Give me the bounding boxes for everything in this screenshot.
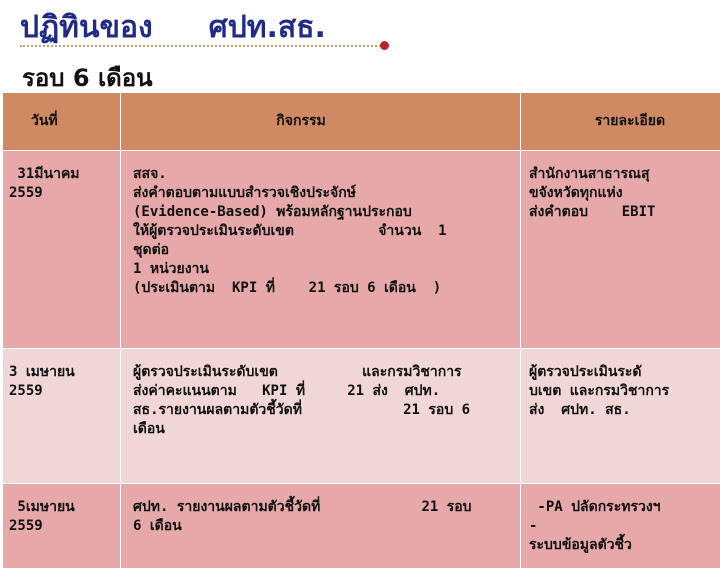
title-part-1: ปฏิทินของ: [20, 10, 153, 45]
cell-detail: ผู้ตรวจประเมินระดั บเขต และกรมวิชาการ ส่ง ศปท. สธ.: [521, 349, 720, 484]
title-underline-dot: [380, 41, 389, 50]
header-activity: กิจกรรม: [121, 93, 521, 151]
table-row: [3, 484, 720, 569]
cell-date: 5เมษายน 2559: [3, 484, 121, 569]
cell-date: 31มีนาคม 2559: [3, 151, 121, 349]
title-underline: [20, 45, 384, 47]
header-date: วันที่: [3, 93, 121, 151]
table-row: [3, 151, 720, 349]
cell-detail: สำนักงานสาธารณสุ ขจังหวัดทุกแห่ง ส่งคำตอบ EBIT: [521, 151, 720, 349]
cell-detail: -PA ปลัดกระทรวงฯ - ระบบข้อมูลตัวชี้ว: [521, 484, 720, 569]
schedule-table: [2, 92, 720, 569]
slide-title: [20, 4, 326, 51]
cell-activity: ศปท. รายงานผลตามตัวชี้วัดที่ 21 รอบ 6 เดือน: [121, 484, 521, 569]
cell-activity: สสจ. ส่งคำตอบตามแบบสำรวจเชิงประจักษ์ (Evidence-Based) พร้อมหลักฐานประกอบ ให้ผู้ตรวจประเมินระดับเขต จำนวน 1 ชุดต่อ 1 หน่วยงาน (ประเมินตาม KPI ที่ 21 รอบ 6 เดือน ): [121, 151, 521, 349]
cell-activity: ผู้ตรวจประเมินระดับเขต และกรมวิชาการ ส่งค่าคะแนนตาม KPI ที่ 21 ส่ง ศปท. สธ.รายงานผลตามตัวชี้วัดที่ 21 รอบ 6 เดือน: [121, 349, 521, 484]
cell-date: 3 เมษายน 2559: [3, 349, 121, 484]
slide-subtitle: รอบ 6 เดือน: [22, 58, 153, 97]
table-header-row: [3, 93, 720, 151]
title-part-2: ศปท.สธ.: [209, 10, 326, 45]
header-detail: รายละเอียด: [521, 93, 720, 151]
table-row: [3, 349, 720, 484]
